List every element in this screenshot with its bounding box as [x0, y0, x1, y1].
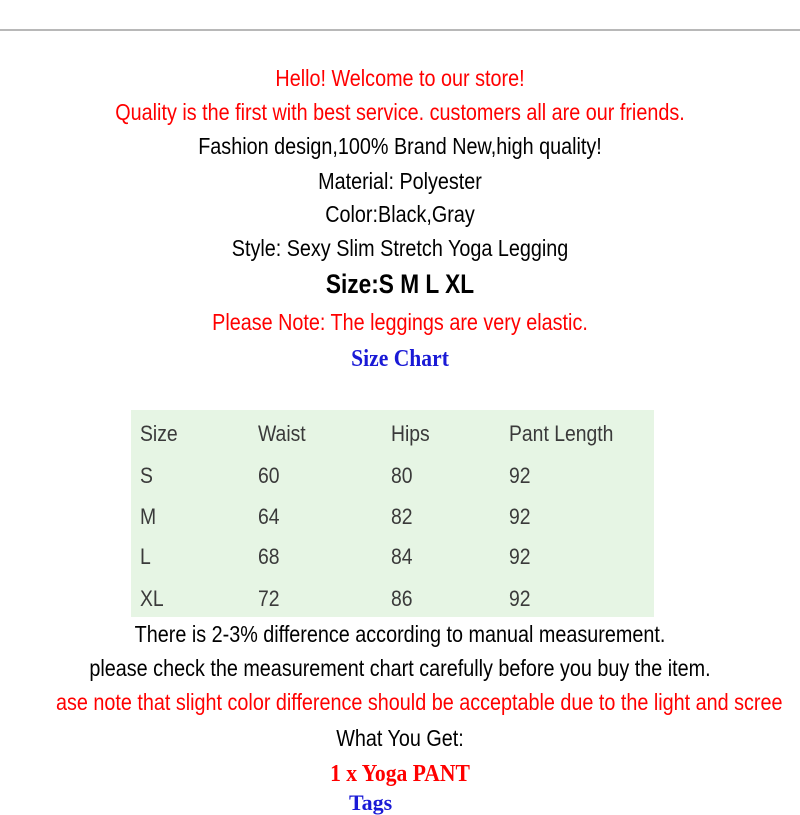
cell-size: M: [140, 504, 157, 529]
cut-off-text: [349, 790, 409, 815]
welcome-text: Hello! Welcome to our store!: [275, 65, 525, 91]
cell-waist: 72: [258, 586, 280, 611]
cell-pant-length: 92: [509, 504, 531, 529]
size-text: Size:S M L XL: [325, 269, 475, 299]
header-size: Size: [140, 421, 178, 446]
cell-hips: 82: [391, 504, 413, 529]
material-text: Material: Polyester: [318, 168, 482, 194]
cell-hips: 84: [391, 544, 413, 569]
style-text: Style: Sexy Slim Stretch Yoga Legging: [231, 235, 569, 261]
cut-off-text-label: Tags: [349, 790, 393, 815]
cell-waist: 64: [258, 504, 280, 529]
quality-text: Quality is the first with best service. customers all are our friends.: [115, 99, 685, 125]
cell-hips: 86: [391, 586, 413, 611]
elastic-note: Please Note: The leggings are very elastic.: [212, 309, 588, 335]
top-divider: [0, 29, 800, 31]
size-chart-title: Size Chart: [351, 346, 449, 372]
difference-text: There is 2-3% difference according to manual measurement.: [134, 621, 666, 647]
header-pant-length: Pant Length: [509, 421, 614, 446]
check-text: please check the measurement chart carefully before you buy the item.: [89, 655, 711, 681]
package-item-text: 1 x Yoga PANT: [330, 761, 470, 787]
cell-size: L: [140, 544, 151, 569]
cell-hips: 80: [391, 463, 413, 488]
what-you-get-text: What You Get:: [336, 725, 464, 751]
cell-pant-length: 92: [509, 586, 531, 611]
cell-size: S: [140, 463, 153, 488]
header-waist: Waist: [258, 421, 306, 446]
cell-pant-length: 92: [509, 463, 531, 488]
size-chart-table: [131, 410, 654, 617]
cell-waist: 60: [258, 463, 280, 488]
color-difference-note: ase note that slight color difference should be acceptable due to the light and scree: [56, 689, 783, 715]
cell-size: XL: [140, 586, 164, 611]
cell-pant-length: 92: [509, 544, 531, 569]
header-hips: Hips: [391, 421, 430, 446]
fashion-text: Fashion design,100% Brand New,high quality!: [198, 133, 602, 159]
cell-waist: 68: [258, 544, 280, 569]
color-text: Color:Black,Gray: [325, 201, 475, 227]
